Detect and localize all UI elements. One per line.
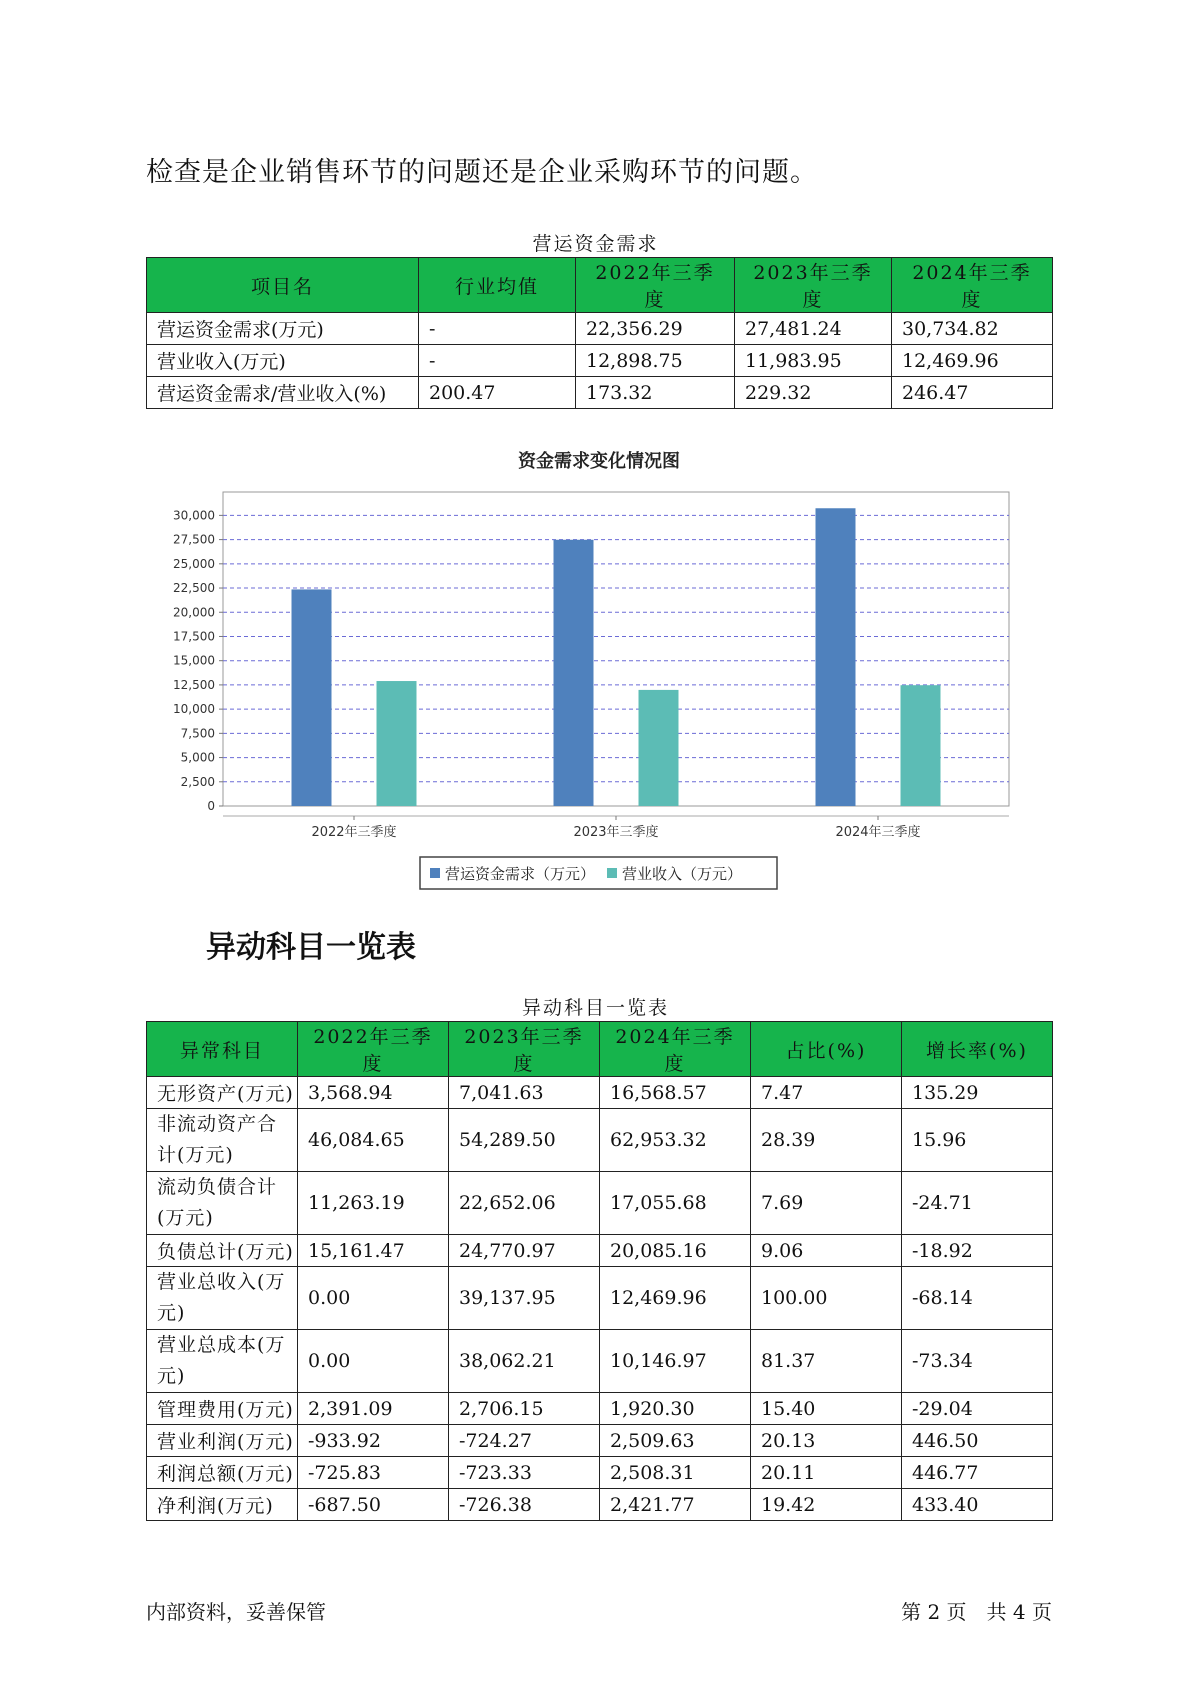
table-cell: 100.00 [751,1267,902,1330]
table-cell: 营业总收入(万元) [147,1267,298,1330]
column-header: 2022年三季度 [298,1022,449,1077]
table-cell: 81.37 [751,1330,902,1393]
table-cell: 24,770.97 [449,1235,600,1267]
table-cell: 12,469.96 [600,1267,751,1330]
table-cell: 7.47 [751,1077,902,1109]
table-cell: 16,568.57 [600,1077,751,1109]
table-cell: 39,137.95 [449,1267,600,1330]
table-cell: 3,568.94 [298,1077,449,1109]
table-cell: 54,289.50 [449,1109,600,1172]
table1-caption: 营运资金需求 [532,233,659,255]
table-cell: -29.04 [902,1393,1053,1425]
table-row [147,377,1053,409]
table-cell: 62,953.32 [600,1109,751,1172]
x-tick-label: 2022年三季度 [311,825,397,840]
table-cell: 管理费用(万元) [147,1393,298,1425]
column-header: 行业均值 [419,258,576,313]
table-cell: 2,391.09 [298,1393,449,1425]
table-cell: 20,085.16 [600,1235,751,1267]
intro-text: 检查是企业销售环节的问题还是企业采购环节的问题。 [146,157,818,188]
table2-caption: 异动科目一览表 [521,997,669,1019]
table-cell: -24.71 [902,1172,1053,1235]
table-row [147,1235,1053,1267]
table-row [147,345,1053,377]
table-cell: 10,146.97 [600,1330,751,1393]
table-cell: 15,161.47 [298,1235,449,1267]
table-cell: - [419,345,576,377]
table-cell: 27,481.24 [735,313,892,345]
y-tick-label: 0 [207,799,215,813]
table-cell: 38,062.21 [449,1330,600,1393]
table-cell: 2,421.77 [600,1489,751,1521]
x-axis-ticks [311,816,920,840]
footer-page-number [901,1596,1052,1625]
table-cell: 173.32 [576,377,735,409]
legend-label: 营运资金需求（万元） [445,865,596,883]
table-cell: 30,734.82 [892,313,1053,345]
table-cell: 15.96 [902,1109,1053,1172]
table-cell: 营业收入(万元) [147,345,419,377]
table-row [147,1330,1053,1393]
table-cell: 营业总成本(万元) [147,1330,298,1393]
column-header: 增长率(%) [902,1022,1053,1077]
table-cell: -726.38 [449,1489,600,1521]
table-cell: 446.50 [902,1425,1053,1457]
legend-swatch [607,868,617,878]
table-cell: 15.40 [751,1393,902,1425]
column-header: 2022年三季度 [576,258,735,313]
table-header-row [147,258,1053,313]
table-cell: 营运资金需求/营业收入(%) [147,377,419,409]
x-tick-label: 2024年三季度 [835,825,921,840]
table-row [147,1457,1053,1489]
page-suffix: 页 [1032,1600,1052,1624]
table-cell: 246.47 [892,377,1053,409]
y-tick-label: 5,000 [180,750,215,765]
column-header: 项目名 [147,258,419,313]
table-cell: 1,920.30 [600,1393,751,1425]
table-cell: -724.27 [449,1425,600,1457]
table-cell: 12,469.96 [892,345,1053,377]
y-tick-label: 2,500 [180,774,215,789]
table-cell: 营运资金需求(万元) [147,313,419,345]
table-cell: 2,508.31 [600,1457,751,1489]
table-cell: 非流动资产合计(万元) [147,1109,298,1172]
column-header: 占比(%) [751,1022,902,1077]
table-cell: 净利润(万元) [147,1489,298,1521]
table-cell: 2,706.15 [449,1393,600,1425]
table-cell: 446.77 [902,1457,1053,1489]
table-cell: 11,983.95 [735,345,892,377]
y-tick-label: 10,000 [173,702,215,717]
table-cell: 0.00 [298,1267,449,1330]
x-tick-label: 2023年三季度 [573,825,659,840]
table-cell: 22,356.29 [576,313,735,345]
bar-working-capital [292,589,332,806]
table-cell: 负债总计(万元) [147,1235,298,1267]
table-cell: 12,898.75 [576,345,735,377]
page-mid: 页 共 [946,1600,1007,1624]
page-current: 2 [927,1600,941,1624]
table-cell: 20.13 [751,1425,902,1457]
bar-working-capital [554,540,594,806]
table-cell: 0.00 [298,1330,449,1393]
table-cell: -687.50 [298,1489,449,1521]
bar-working-capital [816,508,856,806]
table-cell: 7,041.63 [449,1077,600,1109]
y-axis-ticks [173,508,223,813]
table-cell: 20.11 [751,1457,902,1489]
table-cell: 22,652.06 [449,1172,600,1235]
table-cell: 营业利润(万元) [147,1425,298,1457]
table-row [147,1425,1053,1457]
y-tick-label: 17,500 [173,629,215,644]
section-title: 异动科目一览表 [206,930,416,965]
footer-confidential-note: 内部资料，妥善保管 [146,1600,326,1624]
table-cell: 200.47 [419,377,576,409]
table-cell: 7.69 [751,1172,902,1235]
table-row [147,1393,1053,1425]
table-row [147,1109,1053,1172]
working-capital-table [146,257,1053,409]
table-cell: -18.92 [902,1235,1053,1267]
table-cell: 433.40 [902,1489,1053,1521]
capital-demand-chart [146,440,1052,900]
table-cell: -933.92 [298,1425,449,1457]
table-cell: 11,263.19 [298,1172,449,1235]
y-tick-label: 27,500 [173,532,215,547]
table-cell: 2,509.63 [600,1425,751,1457]
table-row [147,1172,1053,1235]
chart-title: 资金需求变化情况图 [518,451,680,472]
page-total: 4 [1012,1600,1026,1624]
table-cell: 利润总额(万元) [147,1457,298,1489]
legend-label: 营业收入（万元） [622,865,743,883]
y-tick-label: 7,500 [180,726,215,741]
table-cell: 19.42 [751,1489,902,1521]
anomaly-items-table [146,1021,1053,1521]
y-tick-label: 22,500 [173,581,215,596]
table-cell: 无形资产(万元) [147,1077,298,1109]
table-row [147,1489,1053,1521]
table-cell: -723.33 [449,1457,600,1489]
column-header: 2023年三季度 [735,258,892,313]
bar-revenue [377,681,417,806]
table-cell: -725.83 [298,1457,449,1489]
table-row [147,313,1053,345]
column-header: 2023年三季度 [449,1022,600,1077]
page-prefix: 第 [901,1600,922,1624]
y-tick-label: 20,000 [173,605,215,620]
table-cell: 46,084.65 [298,1109,449,1172]
table-cell: 17,055.68 [600,1172,751,1235]
y-tick-label: 30,000 [173,508,215,523]
column-header: 异常科目 [147,1022,298,1077]
table-row [147,1267,1053,1330]
table-cell: 135.29 [902,1077,1053,1109]
chart-legend [420,857,777,889]
table-header-row [147,1022,1053,1077]
table-cell: 229.32 [735,377,892,409]
table-cell: 9.06 [751,1235,902,1267]
bar-revenue [901,685,941,806]
y-tick-label: 25,000 [173,556,215,571]
table-cell: - [419,313,576,345]
y-tick-label: 15,000 [173,653,215,668]
legend-swatch [430,868,440,878]
y-tick-label: 12,500 [173,677,215,692]
column-header: 2024年三季度 [892,258,1053,313]
table-cell: 28.39 [751,1109,902,1172]
table-cell: 流动负债合计(万元) [147,1172,298,1235]
table-cell: -73.34 [902,1330,1053,1393]
column-header: 2024年三季度 [600,1022,751,1077]
bar-revenue [639,690,679,806]
table-cell: -68.14 [902,1267,1053,1330]
table-row [147,1077,1053,1109]
